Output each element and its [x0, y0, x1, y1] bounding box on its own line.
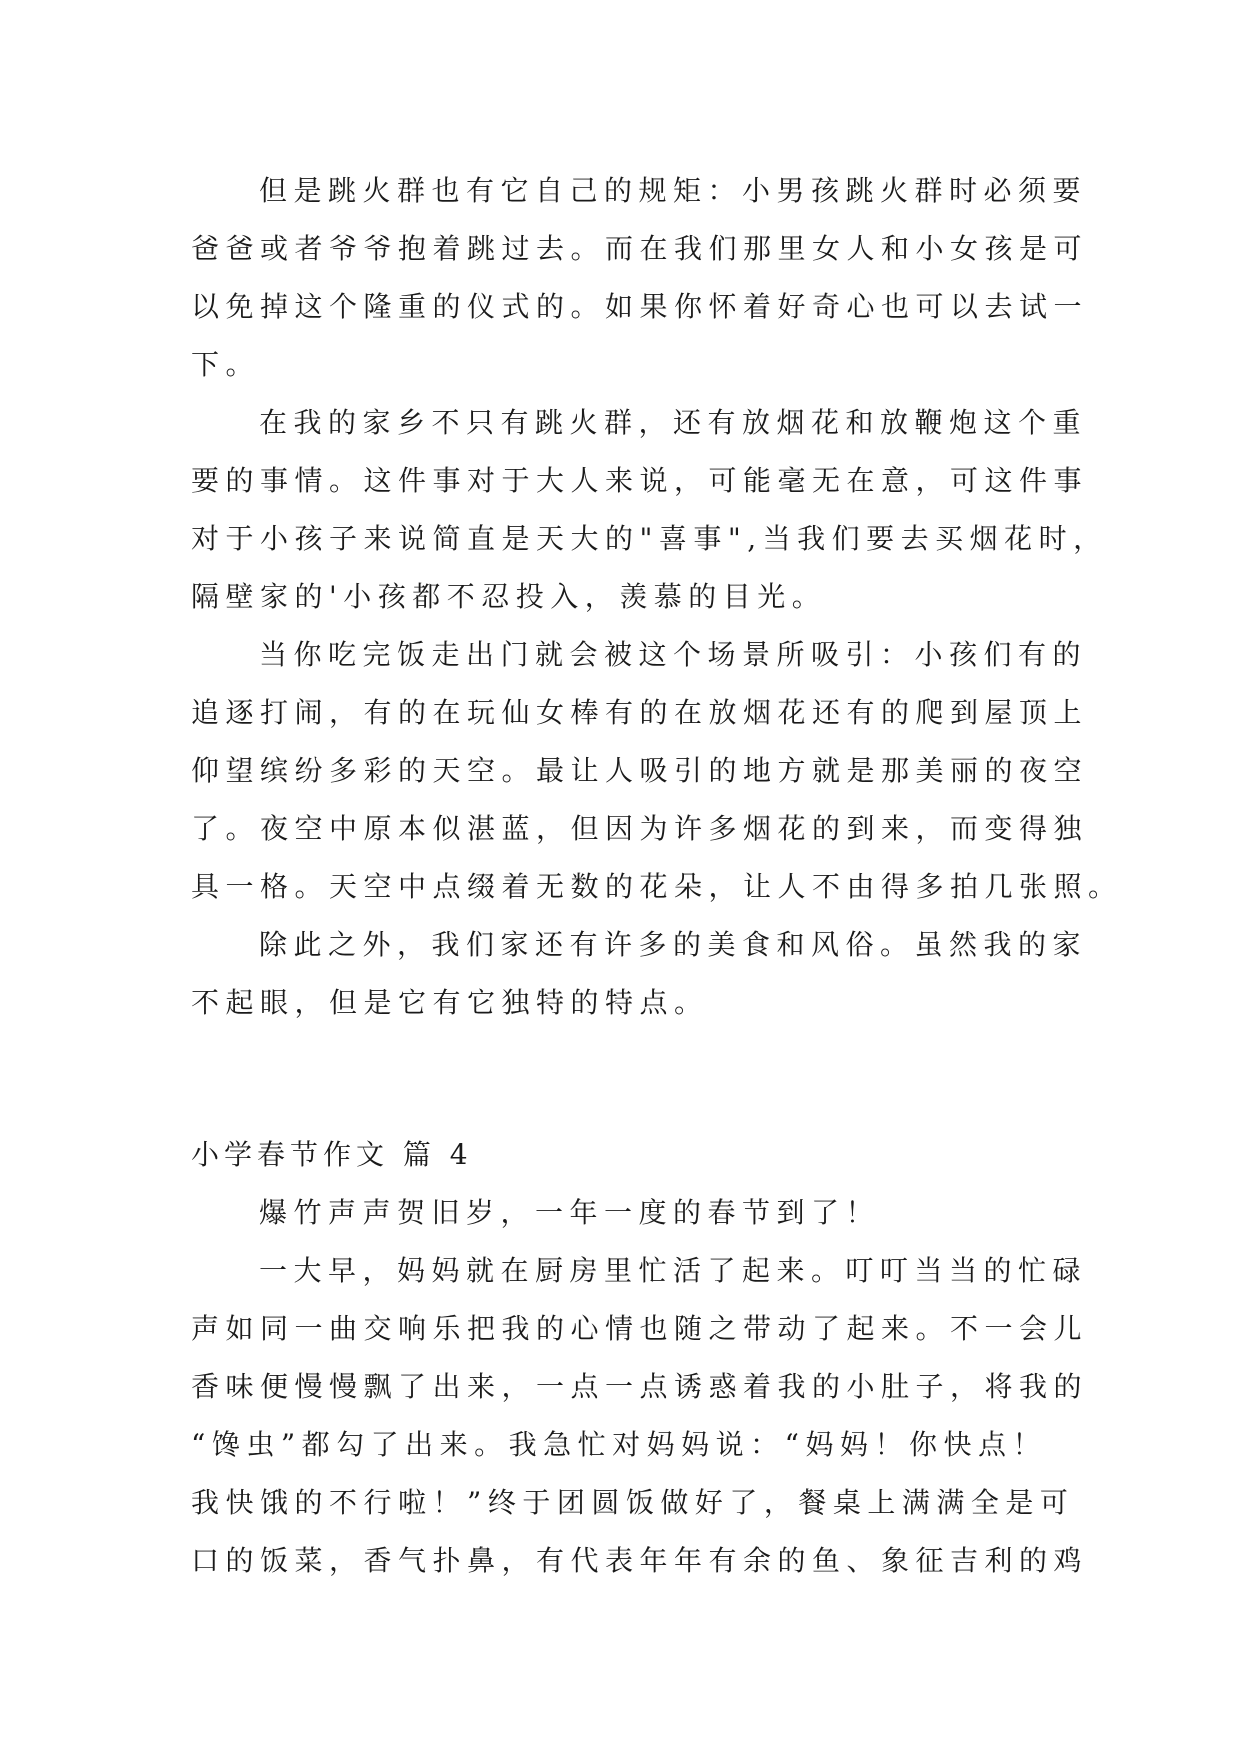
text-line: 不起眼，但是它有它独特的特点。 [191, 986, 709, 1019]
text-line: 要的事情。这件事对于大人来说，可能毫无在意，可这件事 [191, 464, 1089, 497]
document-body [191, 162, 1123, 1590]
text-line: 追逐打闹，有的在玩仙女棒有的在放烟花还有的爬到屋顶上 [191, 696, 1089, 729]
paragraph-3 [191, 626, 1123, 916]
paragraph-4 [191, 916, 1088, 1032]
text-line: 对于小孩子来说简直是天大的"喜事",当我们要去买烟花时， [191, 522, 1108, 555]
text-line: 在我的家乡不只有跳火群，还有放烟花和放鞭炮这个重 [259, 406, 1088, 439]
text-line: 口的饭菜，香气扑鼻，有代表年年有余的鱼、象征吉利的鸡 [191, 1544, 1089, 1577]
text-line: 但是跳火群也有它自己的规矩：小男孩跳火群时必须要 [259, 174, 1088, 207]
paragraph-1 [191, 162, 1089, 394]
paragraph-5 [191, 1184, 1053, 1242]
text-line: 我快饿的不行啦！”终于团圆饭做好了，餐桌上满满全是可 [191, 1486, 1075, 1519]
text-line: 下。 [191, 348, 261, 381]
text-line: 以免掉这个隆重的仪式的。如果你怀着好奇心也可以去试一 [191, 290, 1089, 323]
text-line: 除此之外，我们家还有许多的美食和风俗。虽然我的家 [259, 928, 1088, 961]
paragraph-2 [191, 394, 1108, 626]
text-line: 声如同一曲交响乐把我的心情也随之带动了起来。不一会儿 [191, 1312, 1089, 1345]
text-line: 爆竹声声贺旧岁，一年一度的春节到了！ [259, 1196, 881, 1229]
text-line: 仰望缤纷多彩的天空。最让人吸引的地方就是那美丽的夜空 [191, 754, 1089, 787]
text-line: 具一格。天空中点缀着无数的花朵，让人不由得多拍几张照。 [191, 870, 1123, 903]
section-heading: 小学春节作文 篇 4 [191, 1138, 473, 1171]
text-line: 爸爸或者爷爷抱着跳过去。而在我们那里女人和小女孩是可 [191, 232, 1089, 265]
text-line: 了。夜空中原本似湛蓝，但因为许多烟花的到来，而变得独 [191, 812, 1089, 845]
text-line: 香味便慢慢飘了出来，一点一点诱惑着我的小肚子，将我的 [191, 1370, 1089, 1403]
paragraph-6 [191, 1242, 1089, 1590]
text-line: “馋虫”都勾了出来。我急忙对妈妈说：“妈妈！你快点！ [191, 1428, 1047, 1461]
text-line: 当你吃完饭走出门就会被这个场景所吸引：小孩们有的 [259, 638, 1088, 671]
text-line: 一大早，妈妈就在厨房里忙活了起来。叮叮当当的忙碌 [259, 1254, 1088, 1287]
text-line: 隔壁家的'小孩都不忍投入，羡慕的目光。 [191, 580, 827, 613]
